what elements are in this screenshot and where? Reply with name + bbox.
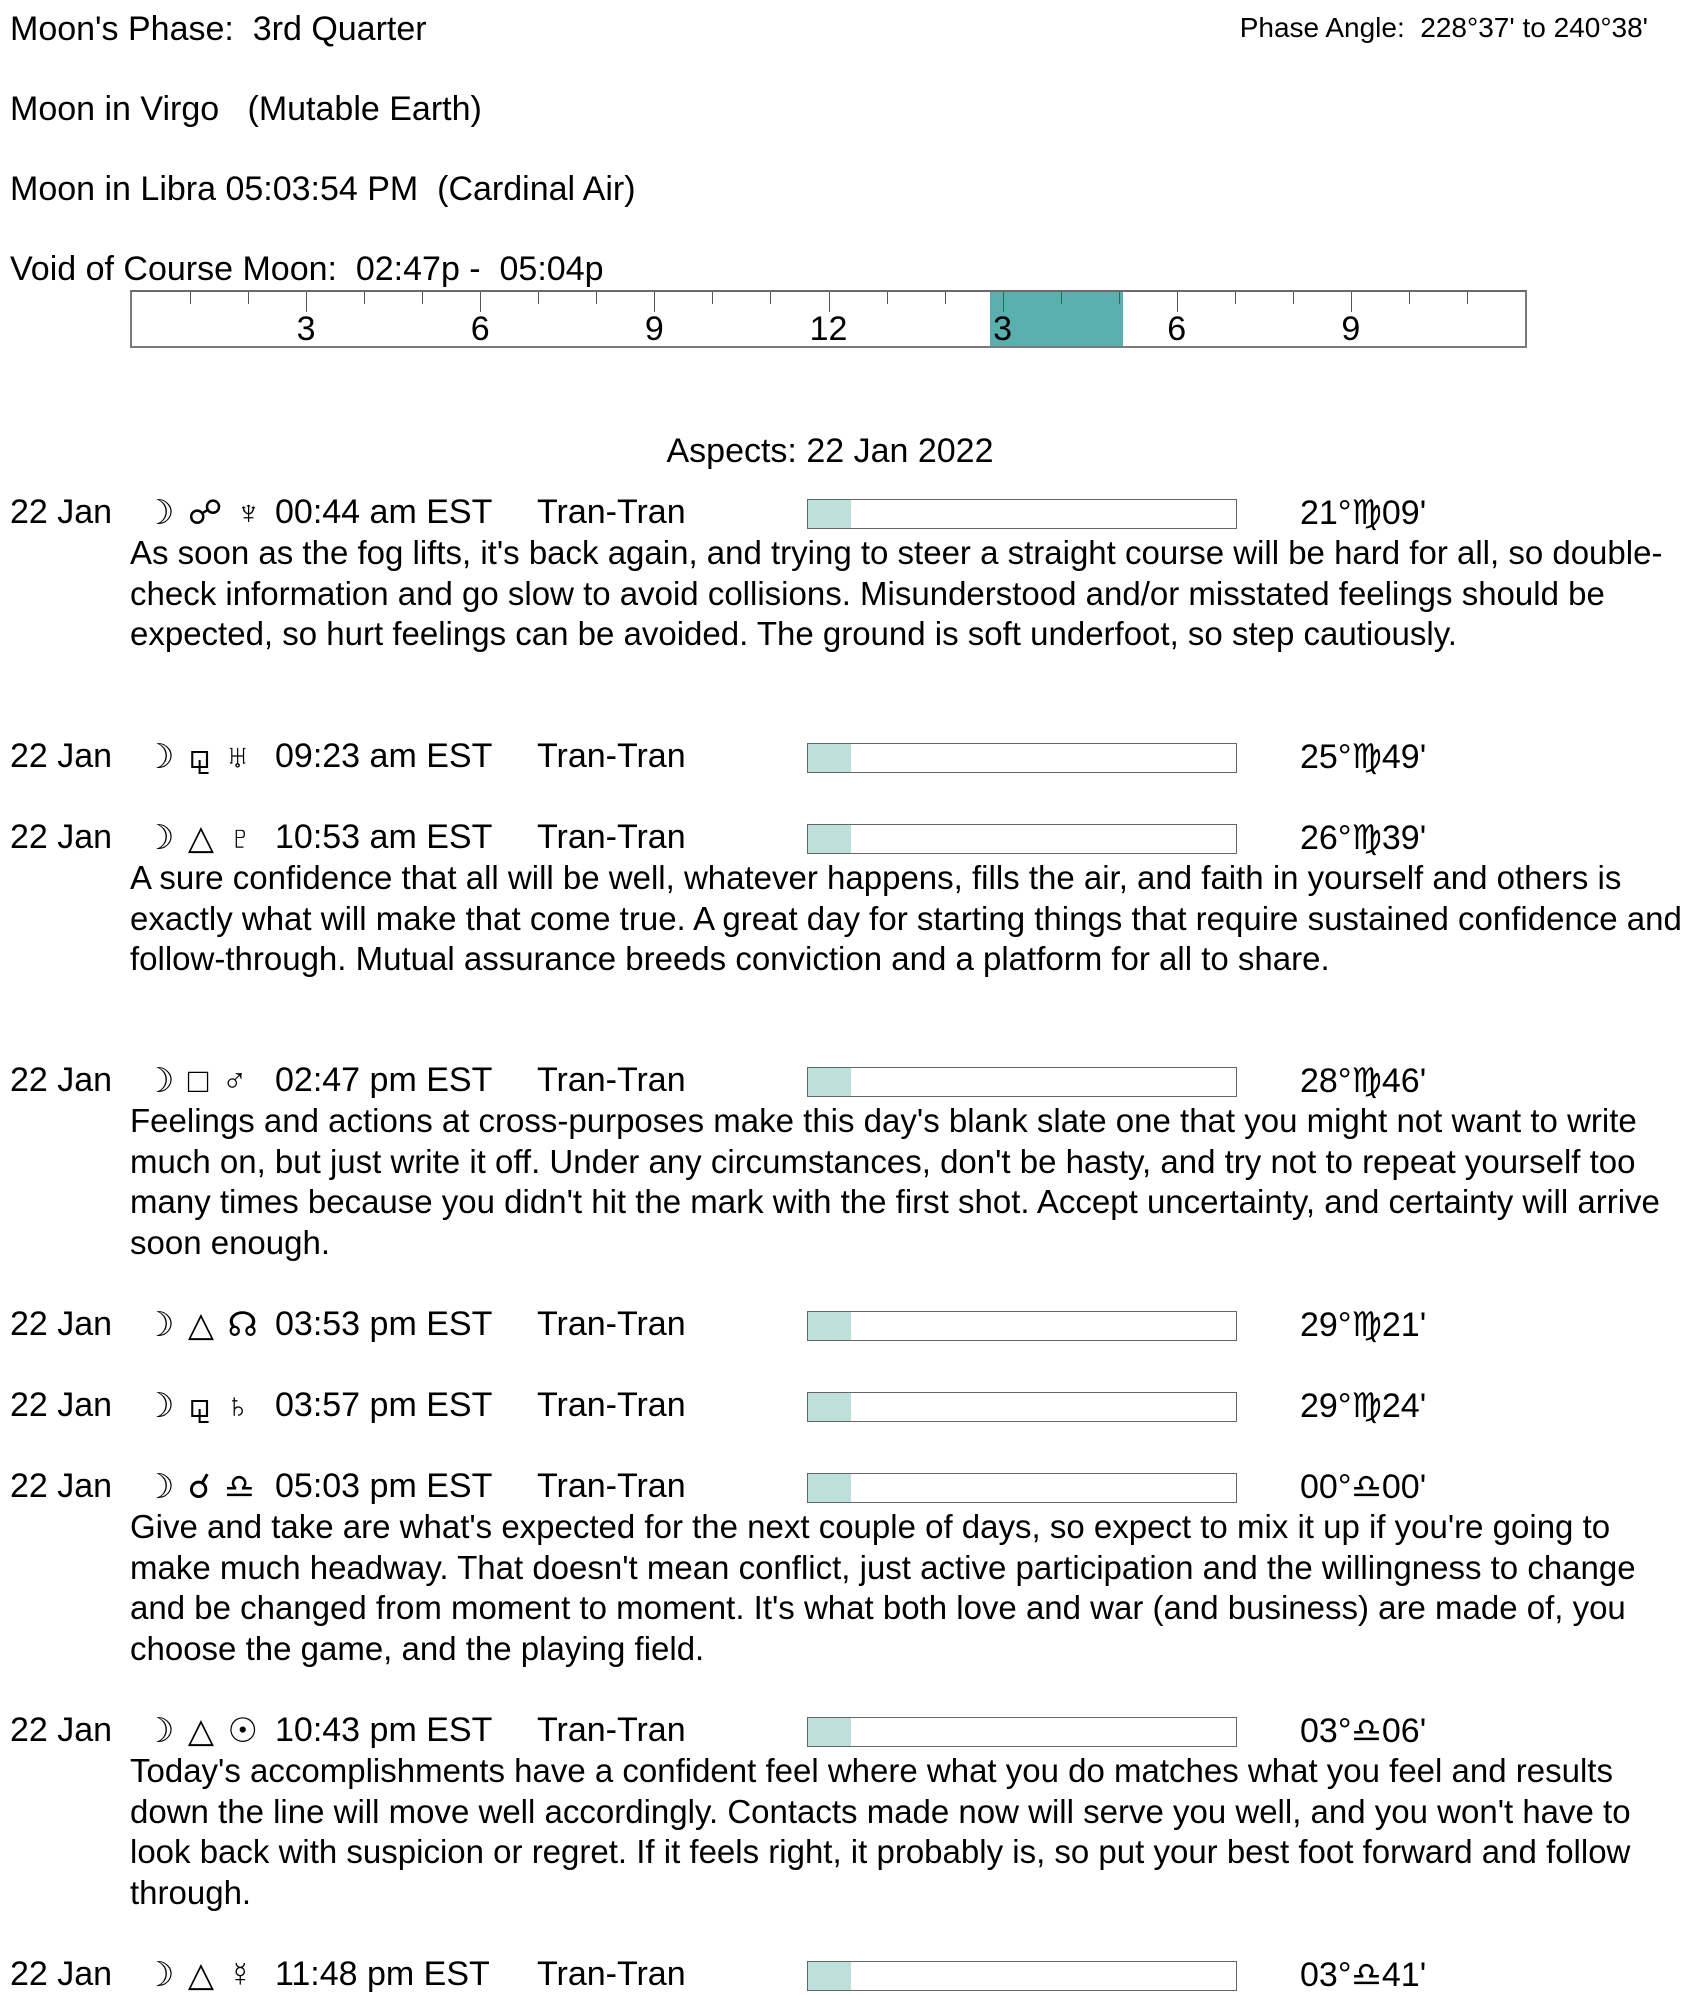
aspect-time: 02:47 pm EST	[275, 1061, 493, 1099]
orb-strength-bar	[807, 824, 1237, 854]
aspect-degree: 03°♎06'	[1300, 1712, 1427, 1750]
hour-tick	[829, 292, 830, 312]
aspects-title: Aspects: 22 Jan 2022	[666, 432, 994, 470]
aspect-glyphs-icon: ☽ △ ♇	[144, 819, 256, 857]
aspect-type: Tran-Tran	[537, 1955, 686, 1993]
hour-tick	[364, 292, 365, 304]
aspect-degree: 00°♎00'	[1300, 1468, 1427, 1506]
aspect-header	[10, 737, 1680, 777]
phase-angle: Phase Angle: 228°37' to 240°38'	[1239, 12, 1648, 43]
aspect-header	[10, 818, 1680, 858]
aspect-time: 11:48 pm EST	[275, 1955, 490, 1993]
hour-label: 6	[470, 310, 490, 348]
aspect-time: 00:44 am EST	[275, 493, 493, 531]
aspect-time: 09:23 am EST	[275, 737, 493, 775]
hour-tick	[306, 292, 307, 312]
aspect-interpretation: As soon as the fog lifts, it's back again, and trying to steer a straight course will be hard for all, so double-check information and go slow to avoid collisions. Misunderstood and/or misstated feelings should be expected, so hurt feelings can be avoided. The ground is soft underfoot, so step cautiously.	[130, 534, 1663, 652]
aspect-time: 03:57 pm EST	[275, 1386, 493, 1424]
orb-strength-bar	[807, 1961, 1237, 1991]
aspect-degree: 29°♍21'	[1300, 1306, 1427, 1344]
orb-strength-bar	[807, 1067, 1237, 1097]
hour-tick	[1351, 292, 1352, 312]
hour-tick	[712, 292, 713, 304]
aspect-type: Tran-Tran	[537, 493, 686, 531]
aspect-degree: 03°♎41'	[1300, 1956, 1427, 1994]
aspect-glyphs-icon: ☽ △ ☊	[144, 1306, 260, 1344]
hour-tick	[248, 292, 249, 304]
hour-tick	[1293, 292, 1294, 304]
aspect-entry	[10, 737, 1680, 777]
aspect-header	[10, 1061, 1680, 1101]
aspect-degree: 29°♍24'	[1300, 1387, 1427, 1425]
hour-label: 3	[993, 310, 1013, 348]
void-of-course: Void of Course Moon: 02:47p - 05:04p	[10, 250, 604, 288]
aspect-type: Tran-Tran	[537, 737, 686, 775]
aspect-date: 22 Jan	[10, 1305, 113, 1343]
aspect-date: 22 Jan	[10, 493, 113, 531]
aspect-degree: 25°♍49'	[1300, 738, 1427, 776]
aspect-date: 22 Jan	[10, 737, 113, 775]
hour-tick	[770, 292, 771, 304]
aspect-glyphs-icon: ☽ ☍ ♆	[144, 494, 264, 532]
orb-strength-fill	[808, 1393, 851, 1421]
aspect-header	[10, 493, 1680, 533]
aspect-time: 10:53 am EST	[275, 818, 493, 856]
aspect-entry	[10, 1061, 1680, 1263]
aspect-type: Tran-Tran	[537, 1711, 686, 1749]
aspect-entry	[10, 1305, 1680, 1345]
orb-strength-bar	[807, 1717, 1237, 1747]
aspect-date: 22 Jan	[10, 1386, 113, 1424]
hour-label: 9	[1341, 310, 1361, 348]
orb-strength-fill	[808, 1718, 851, 1746]
aspect-glyphs-icon: ☽ ☌ ♎	[144, 1468, 257, 1506]
aspect-interpretation: A sure confidence that all will be well, whatever happens, fills the air, and faith in yourself and others is exactly what will make that come true. A great day for starting things that require sustained confidence and follow-through. Mutual assurance breeds conviction and a platform for all to share.	[130, 859, 1682, 977]
moon-sign-libra: Moon in Libra 05:03:54 PM (Cardinal Air)	[10, 170, 636, 208]
aspect-date: 22 Jan	[10, 1711, 113, 1749]
hour-label: 6	[1167, 310, 1187, 348]
orb-strength-fill	[808, 744, 851, 772]
aspect-entry	[10, 493, 1680, 655]
hour-tick	[1235, 292, 1236, 304]
void-of-course-timeline	[130, 290, 1527, 348]
orb-strength-bar	[807, 1311, 1237, 1341]
hour-tick	[480, 292, 481, 312]
aspect-glyphs-icon: ☽ ⚼ ♅	[144, 738, 253, 776]
aspect-date: 22 Jan	[10, 818, 113, 856]
aspect-date: 22 Jan	[10, 1955, 113, 1993]
hour-tick	[1061, 292, 1062, 304]
aspect-header	[10, 1711, 1680, 1751]
hour-tick	[1467, 292, 1468, 304]
aspect-type: Tran-Tran	[537, 1061, 686, 1099]
moon-sign-virgo: Moon in Virgo (Mutable Earth)	[10, 90, 482, 128]
aspect-header	[10, 1955, 1680, 1995]
aspect-degree: 26°♍39'	[1300, 819, 1427, 857]
aspect-glyphs-icon: ☽ △ ☉	[144, 1712, 261, 1750]
aspect-type: Tran-Tran	[537, 1467, 686, 1505]
aspect-date: 22 Jan	[10, 1467, 113, 1505]
aspect-header	[10, 1305, 1680, 1345]
hour-tick	[190, 292, 191, 304]
hour-tick	[1409, 292, 1410, 304]
hour-label: 12	[809, 310, 848, 348]
aspect-entry	[10, 1467, 1680, 1669]
aspect-degree: 28°♍46'	[1300, 1062, 1427, 1100]
hour-tick	[945, 292, 946, 304]
aspect-time: 05:03 pm EST	[275, 1467, 493, 1505]
aspect-interpretation: Feelings and actions at cross-purposes make this day's blank slate one that you might not want to write much on, but just write it off. Under any circumstances, don't be hasty, and try not to repeat yourself too many times because you didn't hit the mark with the first shot. Accept uncertainty, and certainty will arrive soon enough.	[130, 1102, 1660, 1261]
aspect-entry	[10, 818, 1680, 980]
orb-strength-bar	[807, 1392, 1237, 1422]
aspect-time: 10:43 pm EST	[275, 1711, 493, 1749]
orb-strength-fill	[808, 1474, 851, 1502]
aspect-header	[10, 1386, 1680, 1426]
hour-label: 9	[644, 310, 664, 348]
aspect-entry	[10, 1955, 1680, 1995]
aspect-type: Tran-Tran	[537, 1305, 686, 1343]
hour-tick	[1119, 292, 1120, 304]
orb-strength-fill	[808, 1312, 851, 1340]
aspect-time: 03:53 pm EST	[275, 1305, 493, 1343]
aspect-date: 22 Jan	[10, 1061, 113, 1099]
hour-label: 3	[296, 310, 316, 348]
orb-strength-bar	[807, 1473, 1237, 1503]
hour-tick	[654, 292, 655, 312]
aspect-entry	[10, 1386, 1680, 1426]
orb-strength-bar	[807, 743, 1237, 773]
aspect-entry	[10, 1711, 1680, 1913]
orb-strength-bar	[807, 499, 1237, 529]
orb-strength-fill	[808, 825, 851, 853]
hour-tick	[538, 292, 539, 304]
orb-strength-fill	[808, 1068, 851, 1096]
aspect-glyphs-icon: ☽ ⚼ ♄	[144, 1387, 253, 1425]
hour-tick	[422, 292, 423, 304]
orb-strength-fill	[808, 500, 851, 528]
hour-tick	[1177, 292, 1178, 312]
moon-phase: Moon's Phase: 3rd Quarter	[10, 10, 427, 48]
aspect-interpretation: Give and take are what's expected for the next couple of days, so expect to mix it up if you're going to make much headway. That doesn't mean conflict, just active participation and the willingness to change and be changed from moment to moment. It's what both love and war (and business) are made of, you choose the game, and the playing field.	[130, 1508, 1636, 1667]
hour-tick	[1003, 292, 1004, 312]
aspect-type: Tran-Tran	[537, 818, 686, 856]
aspect-header	[10, 1467, 1680, 1507]
aspect-glyphs-icon: ☽ △ ☿	[144, 1956, 256, 1994]
hour-tick	[887, 292, 888, 304]
hour-tick	[596, 292, 597, 304]
aspect-degree: 21°♍09'	[1300, 494, 1427, 532]
aspect-glyphs-icon: ☽ □ ♂	[144, 1062, 250, 1100]
aspect-interpretation: Today's accomplishments have a confident feel where what you do matches what you feel and results down the line will move well accordingly. Contacts made now will serve you well, and you won't have to look back with suspicion or regret. If it feels right, it probably is, so put your best foot forward and follow through.	[130, 1752, 1631, 1911]
aspect-type: Tran-Tran	[537, 1386, 686, 1424]
